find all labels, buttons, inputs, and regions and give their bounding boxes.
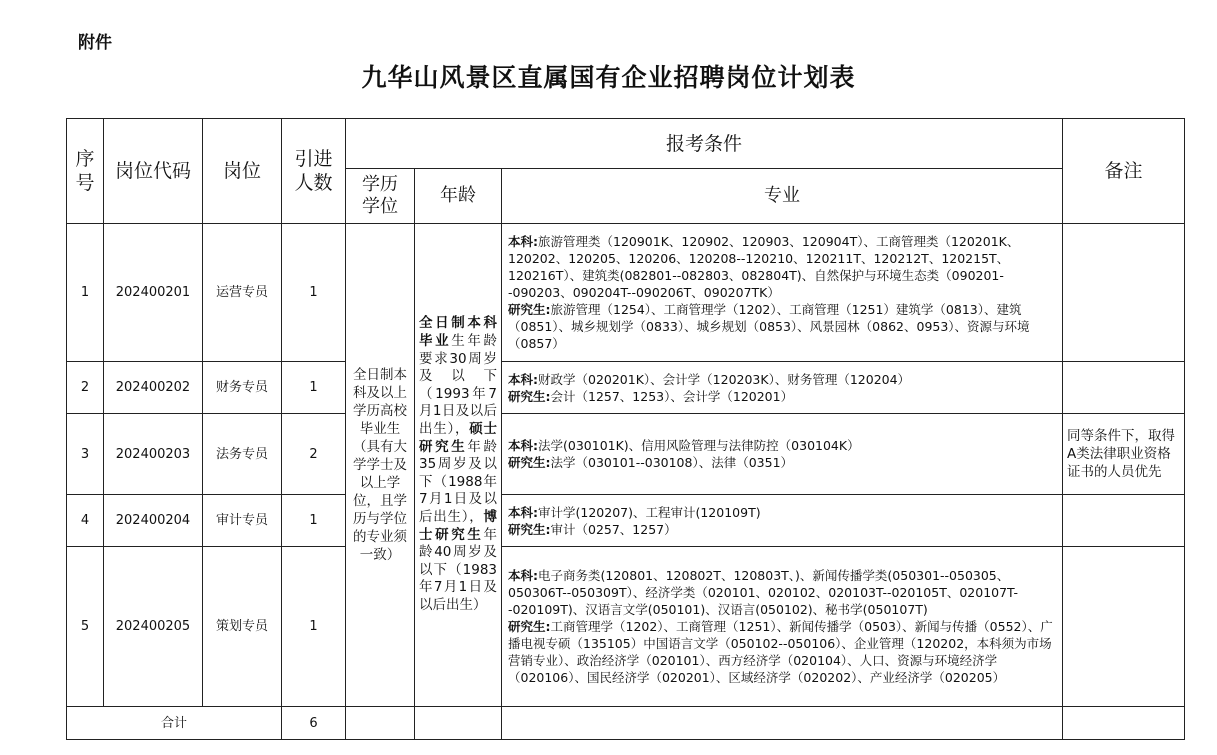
age-ug-text: 生年龄要求30周岁及以下（1993年7月1日及以后出生）， [419,333,497,438]
postgrad-majors: 法学（030101--030108）、法律（0351） [550,455,794,470]
cell-remark: 同等条件下，取得A类法律职业资格证书的人员优先 [1063,414,1185,495]
cell-major [502,414,1063,495]
undergrad-majors: 电子商务类(120801、120802T、120803T、)、新闻传播学类(050301--050305、050306T--050309T）、经济学类（020101、020102、020103T--020105T、020107T--020109T)、汉语言文学(050101)、汉语言(050102)、秘书学(050107T) [508,568,1019,617]
total-row [67,707,1185,740]
education-requirement: 全日制本科及以上学历高校毕业生（具有大学学士及以上学位，且学历与学位的专业须一致） [346,224,415,707]
table-row [67,224,1185,362]
page-title: 九华山风景区直属国有企业招聘岗位计划表 [361,63,856,92]
header-conditions: 报考条件 [346,119,1063,169]
postgrad-label: 研究生: [508,619,551,634]
undergrad-majors: 财政学（020201K）、会计学（120203K）、财务管理（120204） [538,371,911,387]
table-row [67,495,1185,547]
header-post: 岗位 [203,119,282,224]
total-empty-major [502,707,1063,740]
cell-seq: 3 [67,414,104,495]
header-age: 年龄 [415,169,502,224]
table-row [67,547,1185,707]
age-ug-label: 全日制本科毕业 [419,315,497,350]
header-edu: 学历学位 [346,169,415,224]
undergrad-label: 本科: [508,504,538,520]
cell-count: 1 [282,362,346,414]
attachment-label: 附件 [78,33,112,53]
undergrad-majors: 法学(030101K)、信用风险管理与法律防控（030104K） [538,438,860,453]
table-row [67,414,1185,495]
postgrad-majors: 工商管理学（1202）、工商管理（1251）、新闻传播学（0503）、新闻与传播（0552）、广播电视专硕（135105）中国语言文学（050102--050106）、企业管理（120202，本科须为市场营销专业）、政治经济学（020101）、西方经济学（020104）、人口、资源与环境经济学（020106）、国民经济学（020201）、区域经济学（020202）、产业经济学（020205） [508,619,1053,685]
cell-remark [1063,547,1185,707]
postgrad-label: 研究生: [508,302,551,317]
undergrad-majors: 旅游管理类（120901K、120902、120903、120904T）、工商管理类（120201K、120202、120205、120206、120208--120210、120211T、120212T、120215T、120216T）、建筑类(082801--082803、082804T)、自然保护与环境生态类（090201--090203、090204T--090206T、090207TK） [508,234,1020,300]
total-label: 合计 [67,707,282,740]
cell-code: 202400205 [104,547,203,707]
cell-count: 1 [282,547,346,707]
cell-major [502,224,1063,362]
cell-post: 法务专员 [203,414,282,495]
age-phd-text: 年龄40周岁及以下（1983年7月1日及以后出生） [419,526,497,613]
cell-count: 1 [282,495,346,547]
cell-count: 1 [282,224,346,362]
cell-code: 202400201 [104,224,203,362]
cell-post: 运营专员 [203,224,282,362]
header-count: 引进人数 [282,119,346,224]
cell-seq: 2 [67,362,104,414]
cell-count: 2 [282,414,346,495]
cell-post: 策划专员 [203,547,282,707]
table-row [67,362,1185,414]
postgrad-majors: 会计（1257、1253）、会计学（120201） [550,388,794,404]
undergrad-label: 本科: [508,234,538,249]
age-master-text: 年龄35周岁及以下（1988年7月1日及以后出生）， [419,438,497,525]
cell-remark [1063,362,1185,414]
total-empty-edu [346,707,415,740]
postgrad-majors: 旅游管理（1254）、工商管理学（1202）、工商管理（1251）建筑学（0813）、建筑（0851）、城乡规划学（0833）、城乡规划（0853）、风景园林（0862、0953）、资源与环境（0857） [508,302,1030,351]
cell-major [502,547,1063,707]
header-seq: 序号 [67,119,104,224]
header-row-1 [67,119,1185,169]
cell-post: 审计专员 [203,495,282,547]
total-empty-remark [1063,707,1185,740]
total-count: 6 [282,707,346,740]
age-phd-label: 博士研究生 [419,508,497,543]
postgrad-majors: 审计（0257、1257） [550,521,677,537]
cell-post: 财务专员 [203,362,282,414]
total-empty-age [415,707,502,740]
cell-major [502,362,1063,414]
postgrad-label: 研究生: [508,455,551,470]
undergrad-majors: 审计学(120207)、工程审计(120109T) [538,504,761,520]
postgrad-label: 研究生: [508,388,551,404]
cell-code: 202400202 [104,362,203,414]
cell-remark [1063,495,1185,547]
undergrad-label: 本科: [508,371,538,387]
header-code: 岗位代码 [104,119,203,224]
undergrad-label: 本科: [508,568,538,583]
cell-code: 202400204 [104,495,203,547]
age-requirement [415,224,502,707]
age-master-label: 硕士研究生 [419,421,497,455]
cell-seq: 5 [67,547,104,707]
header-remark: 备注 [1063,119,1185,224]
postgrad-label: 研究生: [508,521,551,537]
recruitment-table [66,118,1185,740]
cell-seq: 1 [67,224,104,362]
undergrad-label: 本科: [508,438,538,453]
cell-major [502,495,1063,547]
header-major: 专业 [502,169,1063,224]
cell-seq: 4 [67,495,104,547]
cell-remark [1063,224,1185,362]
cell-code: 202400203 [104,414,203,495]
